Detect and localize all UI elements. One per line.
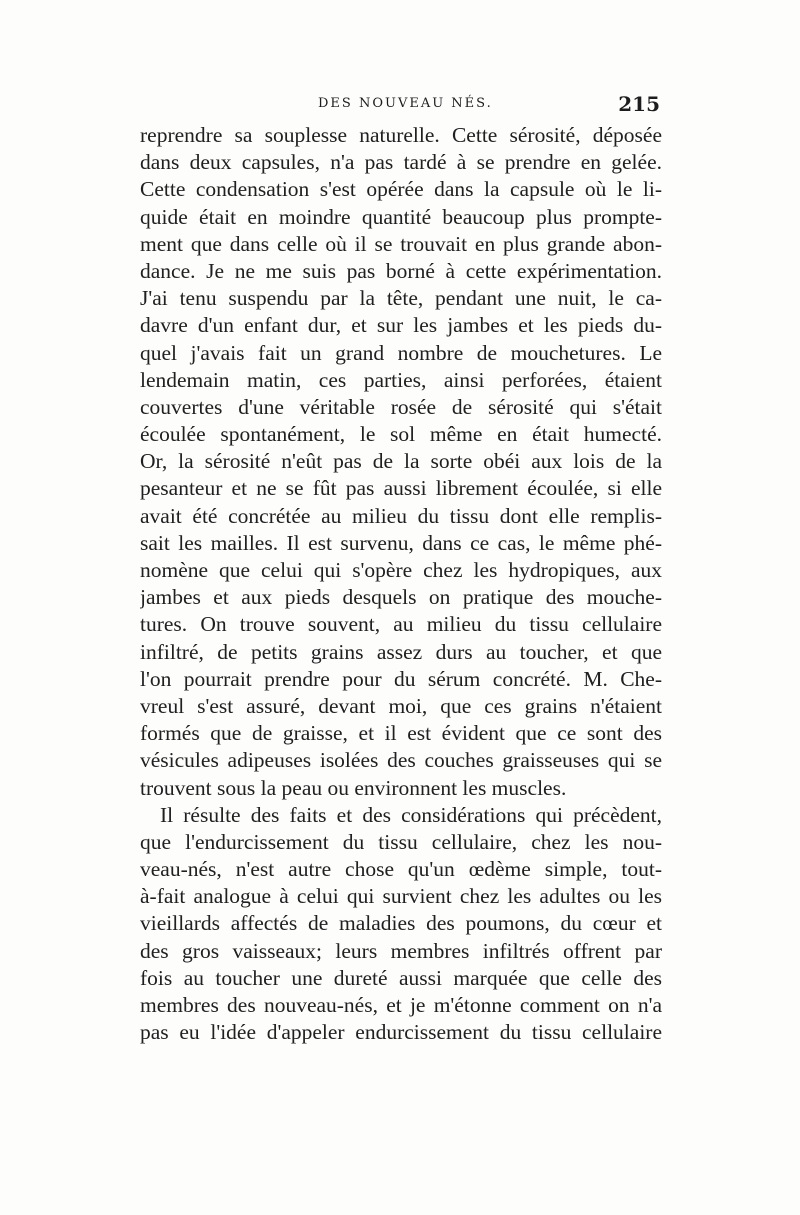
text-line: veau-nés, n'est autre chose qu'un œdème simple, tout-	[140, 857, 662, 882]
text-line: quel j'avais fait un grand nombre de mouchetures. Le	[140, 340, 662, 365]
text-line: ment que dans celle où il se trouvait en plus grande abon-	[140, 231, 662, 256]
text-line: écoulée spontanément, le sol même en était humecté.	[140, 422, 662, 447]
text-line: à-fait analogue à celui qui survient chez les adultes ou les	[140, 884, 662, 909]
body-text	[140, 122, 662, 1046]
text-line: pesanteur et ne se fût pas aussi librement écoulée, si elle	[140, 476, 662, 501]
text-line: membres des nouveau-nés, et je m'étonne comment on n'a	[140, 993, 662, 1017]
text-line: l'on pourrait prendre pour du sérum concrété. M. Che-	[140, 666, 662, 691]
text-line: Cette condensation s'est opérée dans la capsule où le li-	[140, 177, 662, 202]
text-line: infiltré, de petits grains assez durs au toucher, et que	[140, 639, 662, 664]
text-line: formés que de graisse, et il est évident que ce sont des	[140, 721, 662, 746]
page-header	[140, 94, 660, 118]
text-line: Il résulte des faits et des considérations qui précèdent,	[160, 802, 662, 827]
text-line: vreul s'est assuré, devant moi, que ces grains n'étaient	[140, 693, 662, 718]
text-line: reprendre sa souplesse naturelle. Cette sérosité, déposée	[140, 123, 662, 147]
text-line: des gros vaisseaux; leurs membres infiltrés offrent par	[140, 938, 662, 963]
text-line: dans deux capsules, n'a pas tardé à se prendre en gelée.	[140, 150, 662, 175]
text-line: lendemain matin, ces parties, ainsi perforées, étaient	[140, 367, 662, 392]
running-head: DES NOUVEAU NÉS.	[318, 96, 493, 111]
text-line: trouvent sous la peau ou environnent les muscles.	[140, 775, 567, 800]
text-line: que l'endurcissement du tissu cellulaire, chez les nou-	[140, 829, 662, 854]
text-line: sait les mailles. Il est survenu, dans ce cas, le même phé-	[140, 530, 662, 555]
text-line: vésicules adipeuses isolées des couches graisseuses qui se	[140, 748, 662, 773]
text-line: avait été concrétée au milieu du tissu dont elle remplis-	[140, 503, 662, 528]
text-line: jambes et aux pieds desquels on pratique des mouche-	[140, 585, 662, 610]
text-line: dance. Je ne me suis pas borné à cette expérimentation.	[140, 258, 662, 283]
text-line: couvertes d'une véritable rosée de sérosité qui s'était	[140, 394, 662, 419]
text-line: quide était en moindre quantité beaucoup plus prompte-	[140, 204, 662, 229]
text-line: Or, la sérosité n'eût pas de la sorte obéi aux lois de la	[140, 449, 662, 474]
text-line: pas eu l'idée d'appeler endurcissement du tissu cellulaire	[140, 1020, 662, 1045]
text-line: fois au toucher une dureté aussi marquée que celle des	[140, 965, 662, 990]
text-line: nomène que celui qui s'opère chez les hydropiques, aux	[140, 558, 662, 582]
page-number: 215	[618, 92, 660, 116]
text-line: vieillards affectés de maladies des poumons, du cœur et	[140, 911, 662, 936]
text-line: J'ai tenu suspendu par la tête, pendant une nuit, le ca-	[140, 286, 662, 311]
text-line: tures. On trouve souvent, au milieu du tissu cellulaire	[140, 612, 662, 637]
text-line: davre d'un enfant dur, et sur les jambes et les pieds du-	[140, 313, 662, 338]
